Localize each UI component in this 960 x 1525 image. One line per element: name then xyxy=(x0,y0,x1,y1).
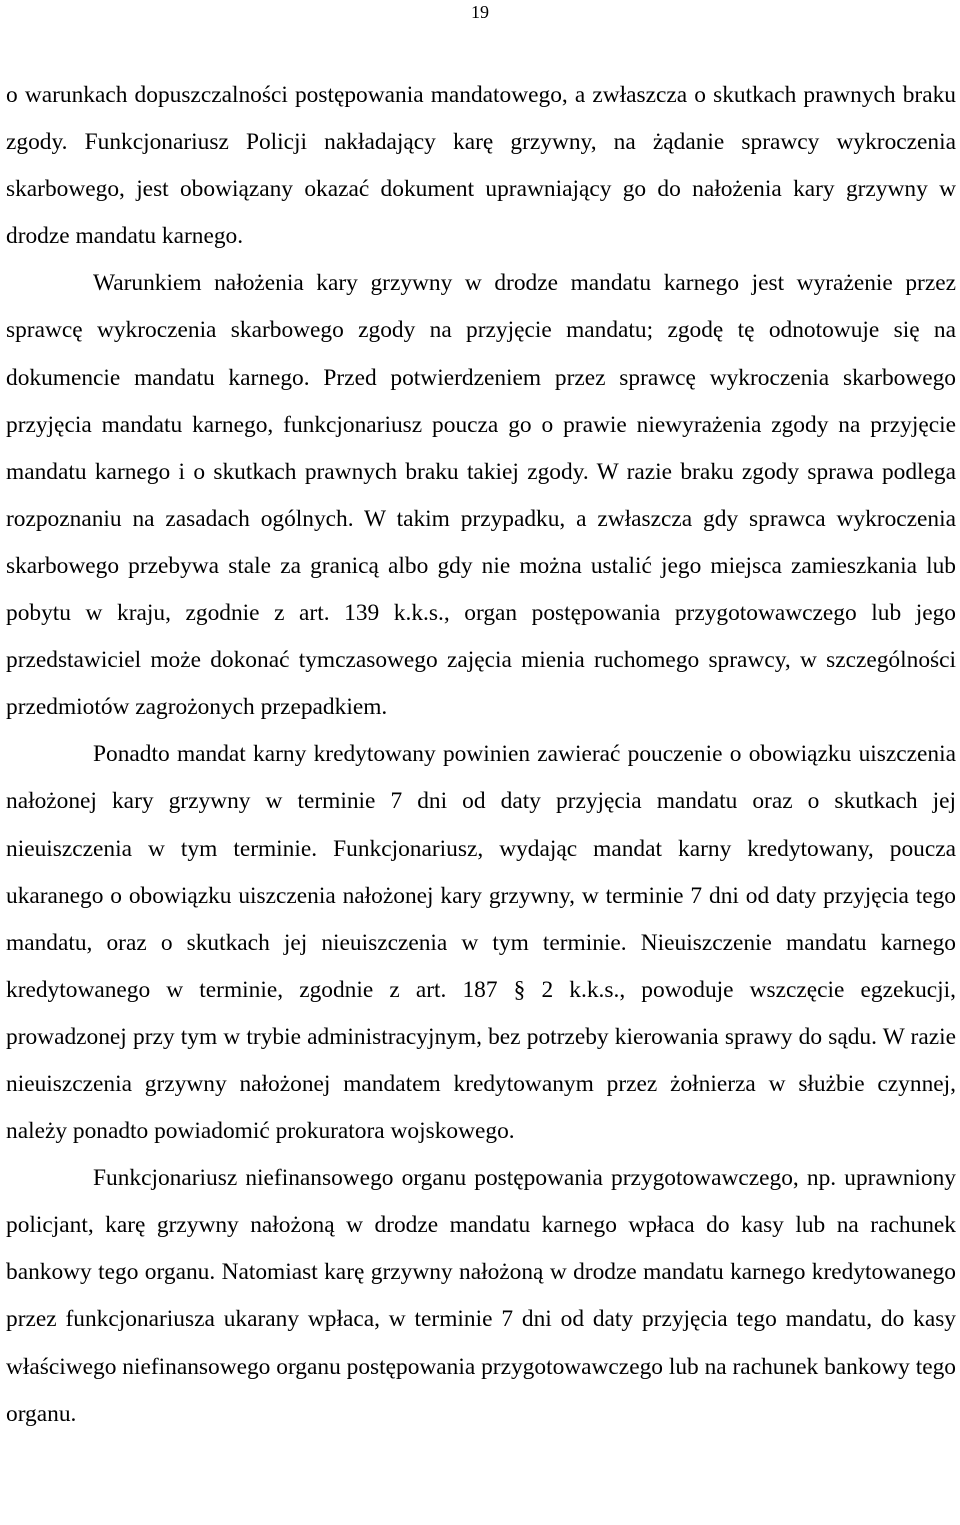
paragraph-3: Ponadto mandat karny kredytowany powinien zawierać pouczenie o obowiązku uiszczenia nałożonej kary grzywny w terminie 7 dni od daty przyjęcia mandatu oraz o skutkach jej nieuiszczenia w tym terminie. Funkcjonariusz, wydając mandat karny kredytowany, poucza ukaranego o obowiązku uiszczenia nałożonej kary grzywny, w terminie 7 dni od daty przyjęcia tego mandatu, oraz o skutkach jej nieuiszczenia w tym terminie. Nieuiszczenie mandatu karnego kredytowanego w terminie, zgodnie z art. 187 § 2 k.k.s., powoduje wszczęcie egzekucji, prowadzonej przy tym w trybie administracyjnym, bez potrzeby kierowania sprawy do sądu. W razie nieuiszczenia grzywny nałożonej mandatem kredytowanym przez żołnierza w służbie czynnej, należy ponadto powiadomić prokuratora wojskowego. xyxy=(6,741,956,1145)
page-number: 19 xyxy=(471,2,489,22)
paragraph-1: o warunkach dopuszczalności postępowania mandatowego, a zwłaszcza o skutkach prawnych braku zgody. Funkcjonariusz Policji nakładający karę grzywny, na żądanie sprawcy wykroczenia skarbowego, jest obowiązany okazać dokument uprawniający go do nałożenia kary grzywny w drodze mandatu karnego. xyxy=(6,82,956,250)
document-body xyxy=(6,72,956,1438)
paragraph-2: Warunkiem nałożenia kary grzywny w drodze mandatu karnego jest wyrażenie przez sprawcę wykroczenia skarbowego zgody na przyjęcie mandatu; zgodę tę odnotowuje się na dokumencie mandatu karnego. Przed potwierdzeniem przez sprawcę wykroczenia skarbowego przyjęcia mandatu karnego, funkcjonariusz poucza go o prawie niewyrażenia zgody na przyjęcie mandatu karnego i o skutkach prawnych braku takiej zgody. W razie braku zgody sprawa podlega rozpoznaniu na zasadach ogólnych. W takim przypadku, a zwłaszcza gdy sprawca wykroczenia skarbowego przebywa stale za granicą albo gdy nie można ustalić jego miejsca zamieszkania lub pobytu w kraju, zgodnie z art. 139 k.k.s., organ postępowania przygotowawczego lub jego przedstawiciel może dokonać tymczasowego zajęcia mienia ruchomego sprawcy, w szczególności przedmiotów zagrożonych przepadkiem. xyxy=(6,270,956,721)
paragraph-4: Funkcjonariusz niefinansowego organu postępowania przygotowawczego, np. uprawniony policjant, karę grzywny nałożoną w drodze mandatu karnego wpłaca do kasy lub na rachunek bankowy tego organu. Natomiast karę grzywny nałożoną w drodze mandatu karnego kredytowanego przez funkcjonariusza ukarany wpłaca, w terminie 7 dni od daty przyjęcia tego mandatu, do kasy właściwego niefinansowego organu postępowania przygotowawczego lub na rachunek bankowy tego organu. xyxy=(6,1165,956,1427)
